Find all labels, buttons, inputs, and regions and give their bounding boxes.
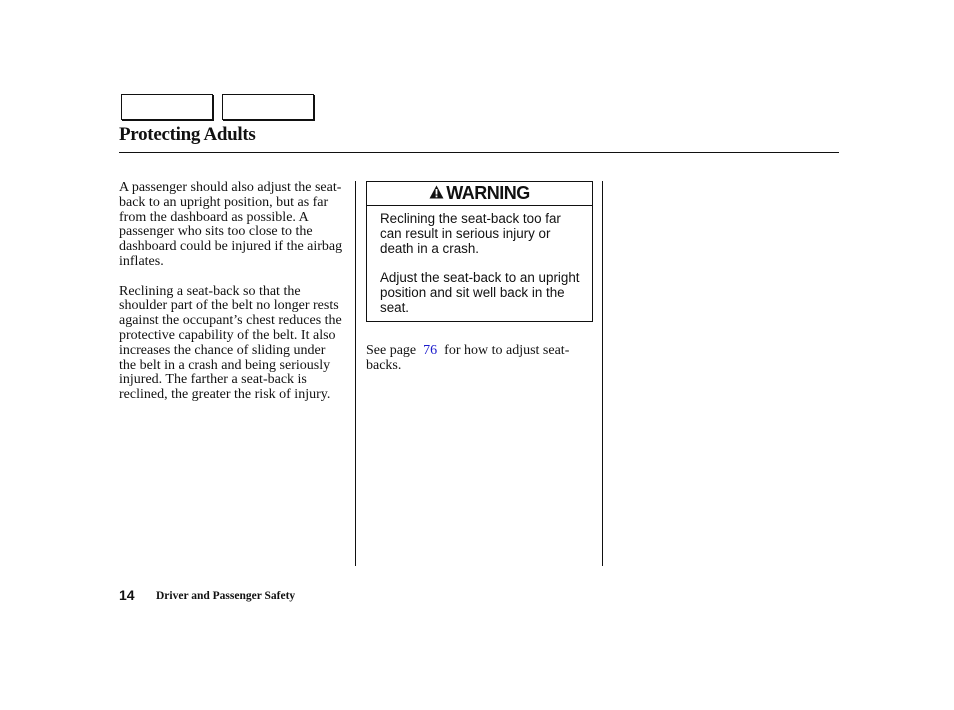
- see-page-suffix: for how to adjust seat-backs.: [366, 343, 570, 373]
- nav-button-previous[interactable]: [121, 94, 213, 120]
- warning-text: Reclining the seat-back too far can result in serious injury or death in a crash.: [380, 211, 561, 256]
- warning-text: Adjust the seat-back to an upright position and sit well back in the seat.: [380, 270, 580, 315]
- warning-body: [367, 206, 592, 316]
- page-number: 14: [119, 587, 135, 603]
- body-column: [119, 181, 345, 418]
- body-paragraph: Reclining a seat-back so that the shoulder part of the belt no longer rests against the occupant’s chest reduces the protective capability of the belt. It also increases the chance of sliding under the belt in a crash and being seriously injured. The farther a seat-back is reclined, the greater the risk of injury.: [119, 283, 342, 403]
- warning-label: WARNING: [446, 183, 530, 203]
- page-76-link[interactable]: 76: [423, 343, 438, 358]
- warning-box: [366, 181, 593, 322]
- section-name: Driver and Passenger Safety: [156, 590, 296, 602]
- nav-button-next[interactable]: [222, 94, 314, 120]
- title-divider: [119, 152, 839, 153]
- see-page-note: [366, 344, 592, 374]
- column-divider: [602, 181, 603, 566]
- column-divider: [355, 181, 356, 566]
- see-page-prefix: See page: [366, 343, 417, 358]
- warning-triangle-icon: [429, 183, 446, 204]
- warning-header: [367, 182, 592, 206]
- body-paragraph: A passenger should also adjust the seat-back to an upright position, but as far from the dashboard as possible. A passenger who sits too close to the dashboard could be injured if the airbag inflates.: [119, 180, 343, 269]
- page-title: Protecting Adults: [119, 124, 256, 145]
